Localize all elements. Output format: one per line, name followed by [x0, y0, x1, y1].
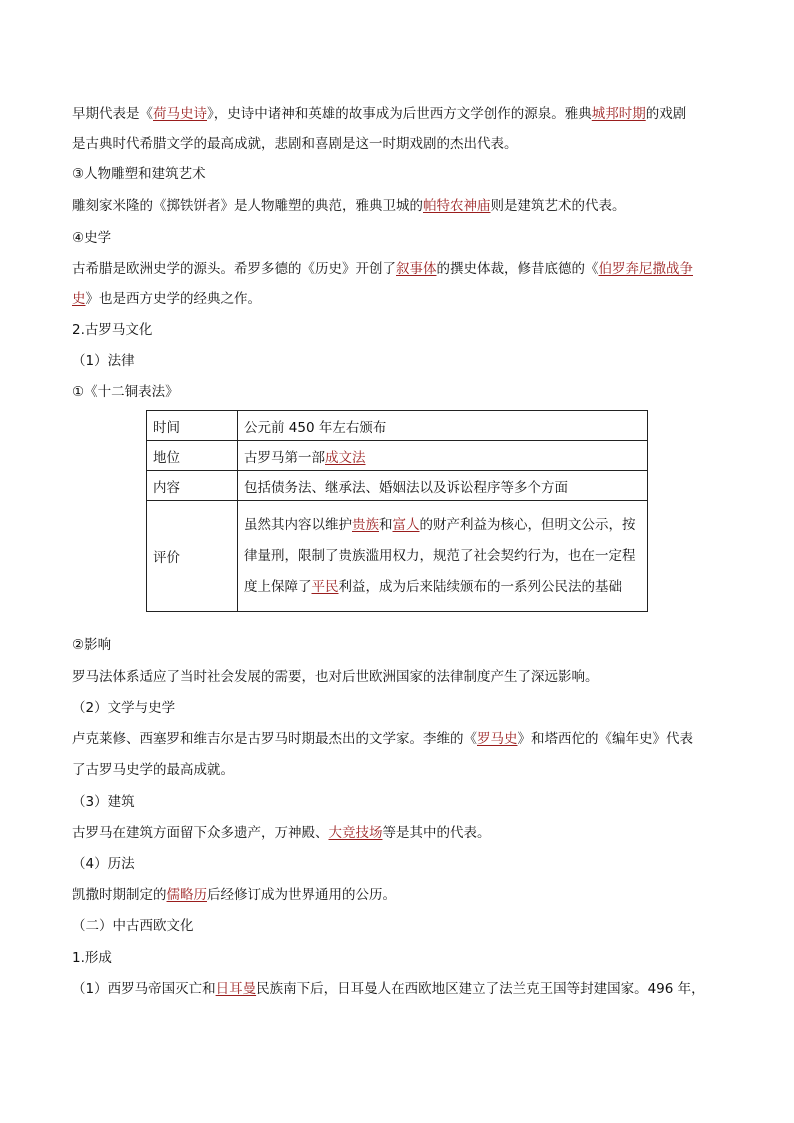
- paragraph-historiography: 古希腊是欧洲史学的源头。希罗多德的《历史》开创了叙事体的撰史体裁，修昔底德的《伯罗奔尼撒战争: [72, 261, 693, 277]
- heading-calendar: （4）历法: [72, 856, 135, 872]
- paragraph-architecture: 古罗马在建筑方面留下众多遗产，万神殿、大竞技场等是其中的代表。: [72, 825, 491, 841]
- table-key-content: 内容: [147, 471, 238, 501]
- highlight-colosseum: 大竞技场: [328, 825, 383, 841]
- highlight-plebeians: 平民: [311, 578, 339, 595]
- highlight-history-of-rome: 罗马史: [477, 731, 518, 747]
- table-row: [147, 471, 648, 501]
- heading-architecture: （3）建筑: [72, 794, 135, 810]
- heading-medieval-culture: （二）中古西欧文化: [72, 918, 194, 934]
- paragraph-greek-literature: 早期代表是《荷马史诗》，史诗中诸神和英雄的故事成为后世西方文学创作的源泉。雅典城邦时期的戏剧: [72, 106, 687, 122]
- heading-sculpture-architecture: ③人物雕塑和建筑艺术: [72, 166, 206, 182]
- table-row: [147, 501, 648, 612]
- table-value-status: 古罗马第一部成文法: [238, 441, 648, 471]
- paragraph-formation: （1）西罗马帝国灭亡和日耳曼民族南下后，日耳曼人在西欧地区建立了法兰克王国等封建国家。496 年，: [72, 981, 705, 997]
- paragraph-sculpture: 雕刻家米隆的《掷铁饼者》是人物雕塑的典范，雅典卫城的帕特农神庙则是建筑艺术的代表。: [72, 198, 626, 214]
- heading-twelve-tables: ①《十二铜表法》: [72, 384, 179, 400]
- highlight-parthenon: 帕特农神庙: [423, 198, 491, 214]
- heading-literature-history: （2）文学与史学: [72, 700, 176, 716]
- heading-law: （1）法律: [72, 353, 135, 369]
- heading-historiography: ④史学: [72, 230, 112, 246]
- paragraph-roman-literature: 卢克莱修、西塞罗和维吉尔是古罗马时期最杰出的文学家。李维的《罗马史》和塔西佗的《编年史》代表: [72, 731, 693, 747]
- paragraph-historiography-cont: 史》也是西方史学的经典之作。: [72, 291, 261, 307]
- highlight-homer-epics: 荷马史诗: [153, 106, 207, 122]
- heading-influence: ②影响: [72, 637, 112, 653]
- table-row: [147, 411, 648, 441]
- table-key-evaluation: 评价: [147, 501, 238, 612]
- twelve-tables-table: [146, 410, 648, 612]
- heading-formation: 1.形成: [72, 950, 112, 966]
- table-value-content: 包括债务法、继承法、婚姻法以及诉讼程序等多个方面: [238, 471, 648, 501]
- paragraph-greek-literature-cont: 是古典时代希腊文学的最高成就，悲剧和喜剧是这一时期戏剧的杰出代表。: [72, 136, 518, 152]
- highlight-peloponnesian-war: 伯罗奔尼撒战争: [598, 261, 693, 277]
- paragraph-roman-literature-cont: 了古罗马史学的最高成就。: [72, 762, 234, 778]
- highlight-written-law: 成文法: [325, 449, 366, 466]
- paragraph-influence: 罗马法体系适应了当时社会发展的需要，也对后世欧洲国家的法律制度产生了深远影响。: [72, 669, 599, 685]
- table-key-status: 地位: [147, 441, 238, 471]
- highlight-city-state-period: 城邦时期: [591, 106, 646, 122]
- highlight-rich: 富人: [392, 516, 420, 533]
- table-value-time: 公元前 450 年左右颁布: [238, 411, 648, 441]
- highlight-narrative-style: 叙事体: [396, 261, 437, 277]
- table-value-evaluation: 虽然其内容以维护贵族和富人的财产利益为核心，但明文公示，按律量刑，限制了贵族滥用权力，规范了社会契约行为，也在一定程度上保障了平民利益，成为后来陆续颁布的一系列公民法的基础: [238, 501, 648, 612]
- heading-ancient-rome: 2.古罗马文化: [72, 322, 153, 338]
- highlight-nobles: 贵族: [352, 516, 379, 533]
- highlight-germanic: 日耳曼: [215, 981, 257, 997]
- table-row: [147, 441, 648, 471]
- paragraph-calendar: 凯撒时期制定的儒略历后经修订成为世界通用的公历。: [72, 887, 396, 903]
- table-key-time: 时间: [147, 411, 238, 441]
- highlight-julian-calendar: 儒略历: [166, 887, 207, 903]
